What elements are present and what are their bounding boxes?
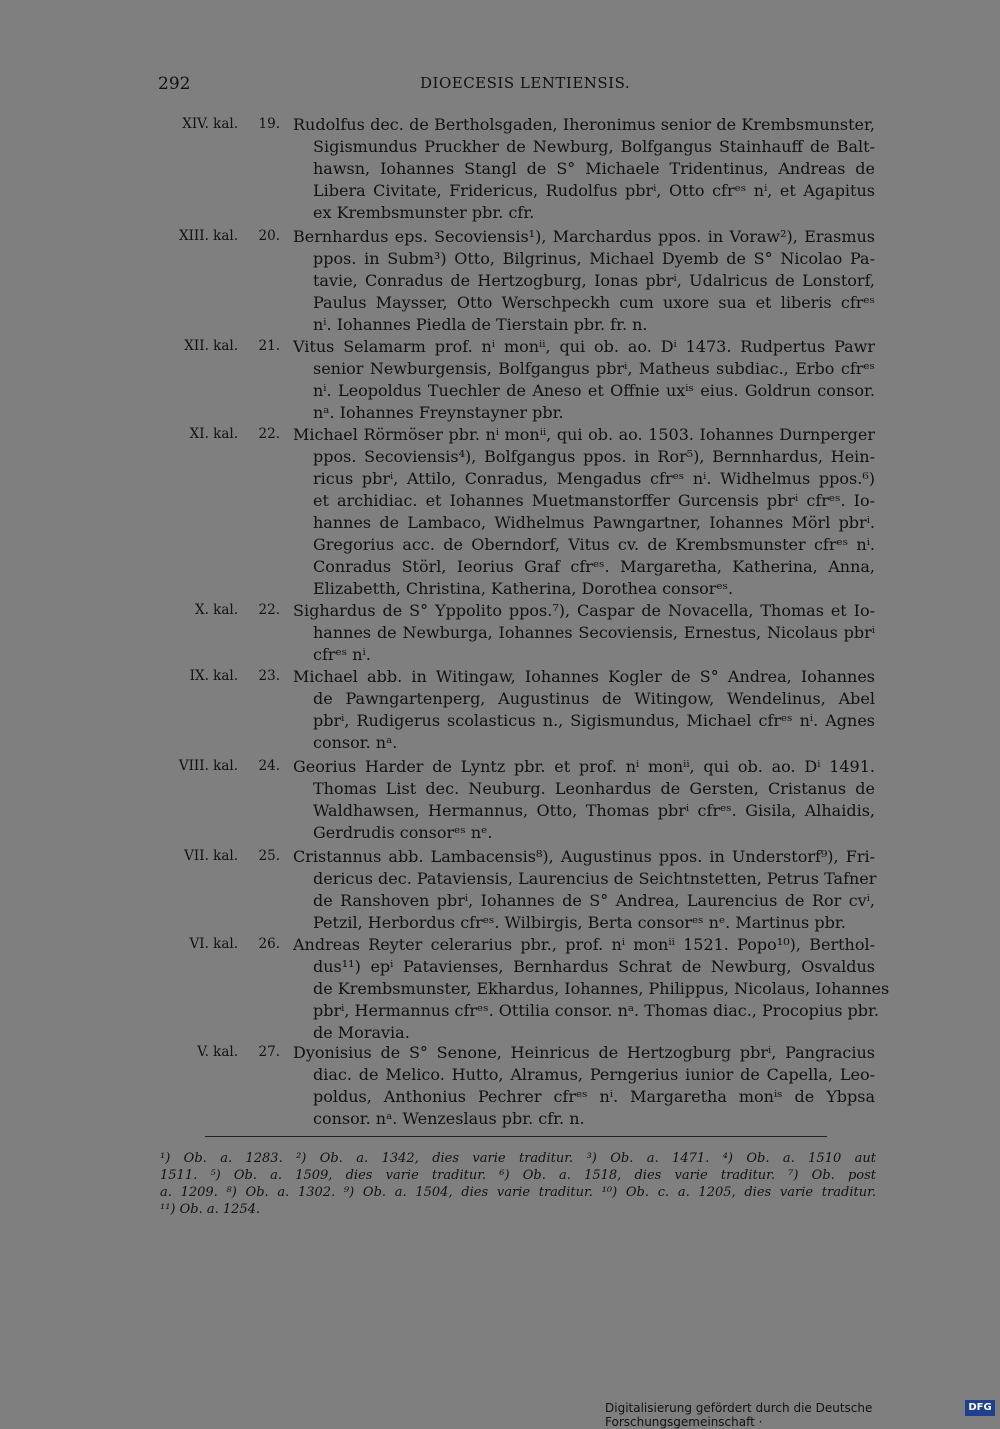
entry-day-number: 25. (258, 848, 280, 864)
entry-text-line: hannes de Lambaco, Widhelmus Pawngartner, Iohannes Mörl pbrⁱ. (313, 513, 875, 532)
entry-day-number: 22. (258, 426, 280, 442)
entry-text-line: poldus, Anthonius Pechrer cfrᵉˢ nⁱ. Margaretha monⁱˢ de Ybpsa (313, 1087, 875, 1106)
entry-text-line: Sigismundus Pruckher de Newburg, Bolfgangus Stainhauff de Balt- (313, 137, 875, 156)
entry-text-line: ricus pbrⁱ, Attilo, Conradus, Mengadus cfrᵉˢ nⁱ. Widhelmus ppos.⁶) (313, 469, 875, 488)
entry-date: VI. kal. (189, 936, 238, 952)
entry-text (293, 600, 875, 666)
entry-text (293, 114, 875, 224)
entry-text-line: Thomas List dec. Neuburg. Leonhardus de Gersten, Cristanus de (313, 779, 875, 798)
entry-text-line: Georius Harder de Lyntz pbr. et prof. nⁱ monⁱⁱ, qui ob. ao. Dⁱ 1491. (293, 757, 875, 776)
entry-text-line: Sighardus de S° Yppolito ppos.⁷), Caspar de Novacella, Thomas et Io- (293, 601, 875, 620)
page-header (158, 74, 878, 100)
entry-date: VIII. kal. (178, 758, 238, 774)
entry-day-number: 27. (258, 1044, 280, 1060)
entry-date: X. kal. (194, 602, 238, 618)
entry-text-line: diac. de Melico. Hutto, Alramus, Perngerius iunior de Capella, Leo- (313, 1065, 875, 1084)
entry-text-line: dus¹¹) epⁱ Patavienses, Bernhardus Schrat de Newburg, Osvaldus (313, 957, 875, 976)
running-title: DIOECESIS LENTIENSIS. (420, 74, 631, 92)
entry-text-line: ppos. Secoviensis⁴), Bolfgangus ppos. in Ror⁵), Bernnhardus, Hein- (313, 447, 875, 466)
entry-text (293, 424, 875, 600)
entry-text (293, 226, 875, 336)
entry-text-line: Waldhawsen, Hermannus, Otto, Thomas pbrⁱ cfrᵉˢ. Gisila, Alhaidis, (313, 801, 875, 820)
entry-day-number: 19. (258, 116, 280, 132)
footnote-line: a. 1209. ⁸) Ob. a. 1302. ⁹) Ob. a. 1504, dies varie traditur. ¹⁰) Ob. c. a. 1205, dies varie traditur. (160, 1185, 876, 1200)
entry-text-line: dericus dec. Pataviensis, Laurencius de Seichtnstetten, Petrus Tafner (313, 869, 877, 888)
entry-text-line: ppos. in Subm³) Otto, Bilgrinus, Michael Dyemb de S° Nicolao Pa- (313, 249, 875, 268)
entry-date: VII. kal. (184, 848, 238, 864)
entry-text-line: Bernhardus eps. Secoviensis¹), Marchardus ppos. in Voraw²), Erasmus (293, 227, 875, 246)
entry-text-line: de Ranshoven pbrⁱ, Iohannes de S° Andrea, Laurencius de Ror cvⁱ, (313, 891, 875, 910)
entry-text-line: Cristannus abb. Lambacensis⁸), Augustinus ppos. in Understorf⁹), Fri- (293, 847, 875, 866)
entry-text-line: Andreas Reyter celerarius pbr., prof. nⁱ monⁱⁱ 1521. Popo¹⁰), Berthol- (293, 935, 875, 954)
entry-text-line: tavie, Conradus de Hertzogburg, Ionas pbrⁱ, Udalricus de Lonstorf, (313, 271, 875, 290)
entry-text-line: Gerdrudis consorᵉˢ nᵉ. (313, 823, 493, 842)
entry-day-number: 23. (258, 668, 280, 684)
entry-day-number: 26. (258, 936, 280, 952)
entry-text-line: senior Newburgensis, Bolfgangus pbrⁱ, Matheus subdiac., Erbo cfrᵉˢ (313, 359, 875, 378)
entry-text-line: Dyonisius de S° Senone, Heinricus de Hertzogburg pbrⁱ, Pangracius (293, 1043, 875, 1062)
entry-date: XIV. kal. (182, 116, 238, 132)
entry-text-line: Michael abb. in Witingaw, Iohannes Kogler de S° Andrea, Iohannes (293, 667, 875, 686)
entry-text-line: consor. nᵃ. Wenzeslaus pbr. cfr. n. (313, 1109, 585, 1128)
footnote-line: 1511. ⁵) Ob. a. 1509, dies varie traditur. ⁶) Ob. a. 1518, dies varie traditur. ⁷) Ob. post (160, 1168, 876, 1183)
entry-text (293, 336, 875, 424)
entry-text-line: et archidiac. et Iohannes Muetmanstorffer Gurcensis pbrⁱ cfrᵉˢ. Io- (313, 491, 875, 510)
entry-text (293, 934, 890, 1044)
footnote-line: ¹) Ob. a. 1283. ²) Ob. a. 1342, dies varie traditur. ³) Ob. a. 1471. ⁴) Ob. a. 1510 aut (160, 1151, 876, 1166)
footnote-line: ¹¹) Ob. a. 1254. (160, 1202, 261, 1217)
entry-text (293, 756, 875, 844)
entry-date: IX. kal. (189, 668, 238, 684)
dfg-logo: DFG (965, 1400, 995, 1416)
entry-text-line: Michael Rörmöser pbr. nⁱ monⁱⁱ, qui ob. ao. 1503. Iohannes Durnperger (293, 425, 875, 444)
entry-text-line: Vitus Selamarm prof. nⁱ monⁱⁱ, qui ob. ao. Dⁱ 1473. Rudpertus Pawr (293, 337, 875, 356)
entry-date: XIII. kal. (178, 228, 238, 244)
dfg-credit-text: Digitalisierung gefördert durch die Deutsche Forschungsgemeinschaft · (605, 1401, 873, 1429)
entry-text-line: Paulus Maysser, Otto Werschpeckh cum uxore sua et liberis cfrᵉˢ (313, 293, 875, 312)
entry-day-number: 20. (258, 228, 280, 244)
footnote-rule (205, 1136, 827, 1137)
entry-text-line: Petzil, Herbordus cfrᵉˢ. Wilbirgis, Berta consorᵉˢ nᵉ. Martinus pbr. (313, 913, 846, 932)
page-number: 292 (158, 74, 191, 94)
entry-text-line: consor. nᵃ. (313, 733, 398, 752)
footnotes (160, 1150, 876, 1218)
entry-text-line: Gregorius acc. de Oberndorf, Vitus cv. de Krembsmunster cfrᵉˢ nⁱ. (313, 535, 875, 554)
entry-date: XI. kal. (189, 426, 238, 442)
entry-text-line: Elizabetth, Christina, Katherina, Dorothea consorᵉˢ. (313, 579, 734, 598)
entry-text-line: de Krembsmunster, Ekhardus, Iohannes, Philippus, Nicolaus, Iohannes (313, 979, 890, 998)
entry-text-line: ex Krembsmunster pbr. cfr. (313, 203, 535, 222)
entry-text (293, 846, 875, 934)
entry-text (293, 666, 875, 754)
entry-text-line: de Moravia. (313, 1023, 410, 1042)
entry-day-number: 22. (258, 602, 280, 618)
entry-date: XII. kal. (184, 338, 238, 354)
entry-text-line: nᵃ. Iohannes Freynstayner pbr. (313, 403, 564, 422)
entry-text-line: pbrⁱ, Hermannus cfrᵉˢ. Ottilia consor. nᵃ. Thomas diac., Procopius pbr. (313, 1001, 880, 1020)
entry-text-line: Rudolfus dec. de Bertholsgaden, Iheronimus senior de Krembsmunster, (293, 115, 875, 134)
entry-text-line: pbrⁱ, Rudigerus scolasticus n., Sigismundus, Michael cfrᵉˢ nⁱ. Agnes (313, 711, 875, 730)
entry-text-line: nⁱ. Leopoldus Tuechler de Aneso et Offnie uxⁱˢ eius. Goldrun consor. (313, 381, 875, 400)
dfg-credit-bar (605, 1400, 997, 1429)
entry-text-line: de Pawngartenperg, Augustinus de Witingow, Wendelinus, Abel (313, 689, 875, 708)
entry-text-line: cfrᵉˢ nⁱ. (313, 645, 371, 664)
entry-text-line: hawsn, Iohannes Stangl de S° Michaele Tridentinus, Andreas de (313, 159, 875, 178)
entry-text-line: nⁱ. Iohannes Piedla de Tierstain pbr. fr. n. (313, 315, 648, 334)
entry-text (293, 1042, 875, 1130)
entry-day-number: 21. (258, 338, 280, 354)
entry-date: V. kal. (197, 1044, 238, 1060)
entry-text-line: Conradus Störl, Ieorius Graf cfrᵉˢ. Margaretha, Katherina, Anna, (313, 557, 875, 576)
entry-text-line: hannes de Newburga, Iohannes Secoviensis, Ernestus, Nicolaus pbrⁱ (313, 623, 875, 642)
entry-day-number: 24. (258, 758, 280, 774)
entry-text-line: Libera Civitate, Fridericus, Rudolfus pbrⁱ, Otto cfrᵉˢ nⁱ, et Agapitus (313, 181, 875, 200)
